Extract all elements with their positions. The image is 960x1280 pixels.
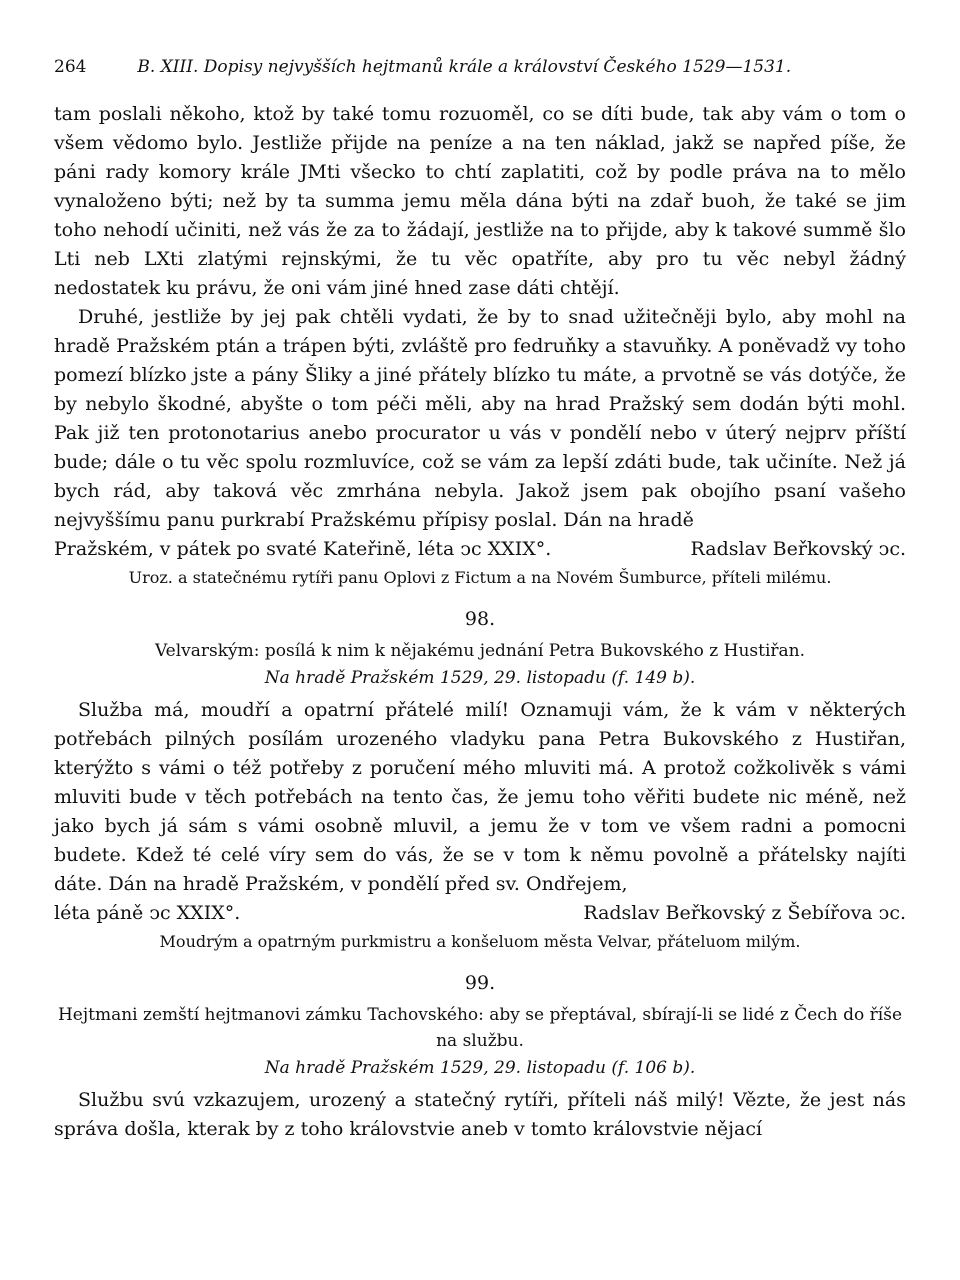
doc98-closing-date: léta páně ↄc XXIX°. <box>54 902 241 924</box>
doc98-dateline: Na hradě Pražském 1529, 29. listopadu (f. 149 b). <box>264 668 696 688</box>
doc99-body <box>54 1086 906 1144</box>
doc99-number: 99. <box>464 972 496 994</box>
doc98-number: 98. <box>464 608 496 630</box>
doc99-paragraph: Službu svú vzkazujem, urozený a statečný rytíři, příteli náš milý! Vězte, že jest nás správa došla, kterak by z toho královstvie aneb v tomto královstvie nějací <box>54 1089 906 1140</box>
doc97-paragraph-1: tam poslali někoho, ktož by také tomu rozuoměl, co se díti bude, tak aby vám o tom o všem vědomo bylo. Jestliže přijde na peníze a na ten náklad, jakž se napřed píše, že páni rady komory krále JMti všecko to chtí zaplatiti, což by podle práva na to mělo vynaloženo býti; než by ta summa jemu měla dána býti na zdař buoh, že také se jim toho nehodí učiniti, než vás že za to žádají, jestliže na to přijde, aby k takové summě šlo Lti neb LXti zlatými rejnskými, že tu věc opatříte, aby pro tu věc nebyl žádný nedostatek ku právu, že oni vám jiné hned zase dáti chtějí. <box>54 103 906 299</box>
doc98-closing <box>54 899 906 928</box>
head-spacer <box>54 86 906 100</box>
doc97-address: Uroz. a statečnému rytíři panu Oplovi z Fictum a na Novém Šumburce, příteli milému. <box>128 568 832 587</box>
doc97-closing <box>54 535 906 564</box>
doc99-regest: Hejtmani zemští hejtmanovi zámku Tachovského: aby se přeptával, sbírají-li se lidé z Čech do říše na službu. <box>57 1005 903 1051</box>
book-page <box>54 48 906 1144</box>
doc98-paragraph: Služba má, moudří a opatrní přátelé milí! Oznamuji vám, že k vám v některých potřebách pilných posílám urozeného vladyku pana Petra Bukovského z Hustiřan, kterýžto s vámi o též potřeby z poručení mého mluviti má. A protož cožkolivěk s vámi mluviti bude v těch potřebách na tento čas, že jemu toho věřiti budete nic méně, než jako bych já sám s vámi osobně mluvil, a jemu že v tom ve všem radni a pomocni budete. Kdež té celé víry sem do vás, že se v tom k němu povolně a přátelsky najíti dáte. Dán na hradě Pražském, v pondělí před sv. Ondřejem, <box>54 699 906 895</box>
doc98-regest: Velvarským: posílá k nim k nějakému jednání Petra Bukovského z Hustiřan. <box>154 641 806 661</box>
page-number: 264 <box>54 57 87 77</box>
doc99-dateline: Na hradě Pražském 1529, 29. listopadu (f. 106 b). <box>264 1058 696 1078</box>
doc98-signature: Radslav Beřkovský z Šebířova ↄc. <box>583 902 906 924</box>
doc98-address: Moudrým a opatrným purkmistru a konšeluom města Velvar, přáteluom milým. <box>159 932 801 951</box>
doc97-signature: Radslav Beřkovský ↄc. <box>690 538 906 560</box>
doc98-body <box>54 696 906 899</box>
doc97-closing-date: Pražském, v pátek po svaté Kateřině, léta ↄc XXIX°. <box>54 538 552 560</box>
running-head-title: B. XIII. Dopisy nejvyšších hejtmanů krále a království Českého 1529—1531. <box>137 57 792 77</box>
running-head <box>54 48 906 86</box>
doc97-continuation <box>54 100 906 535</box>
doc97-paragraph-2: Druhé, jestliže by jej pak chtěli vydati, že by to snad užitečněji bylo, aby mohl na hradě Pražském ptán a trápen býti, zvláště pro fedruňky a stavuňky. A poněvadž vy toho pomezí blízko jste a pány Šliky a jiné přátely blízko tu máte, a prvotně se vás dotýče, že by nebylo škodné, abyšte o tom péči měli, aby na hrad Pražský sem dodán býti mohl. Pak již ten protonotarius anebo procurator u vás v pondělí nebo v úterý nejprv příští bude; dále o tu věc spolu rozmluvíce, což se vám za lepší zdáti bude, tak učiníte. Než já bych rád, aby taková věc zmrhána nebyla. Jakož jsem pak obojího psaní vašeho nejvyššímu panu purkrabí Pražskému přípisy poslal. Dán na hradě <box>54 306 906 531</box>
